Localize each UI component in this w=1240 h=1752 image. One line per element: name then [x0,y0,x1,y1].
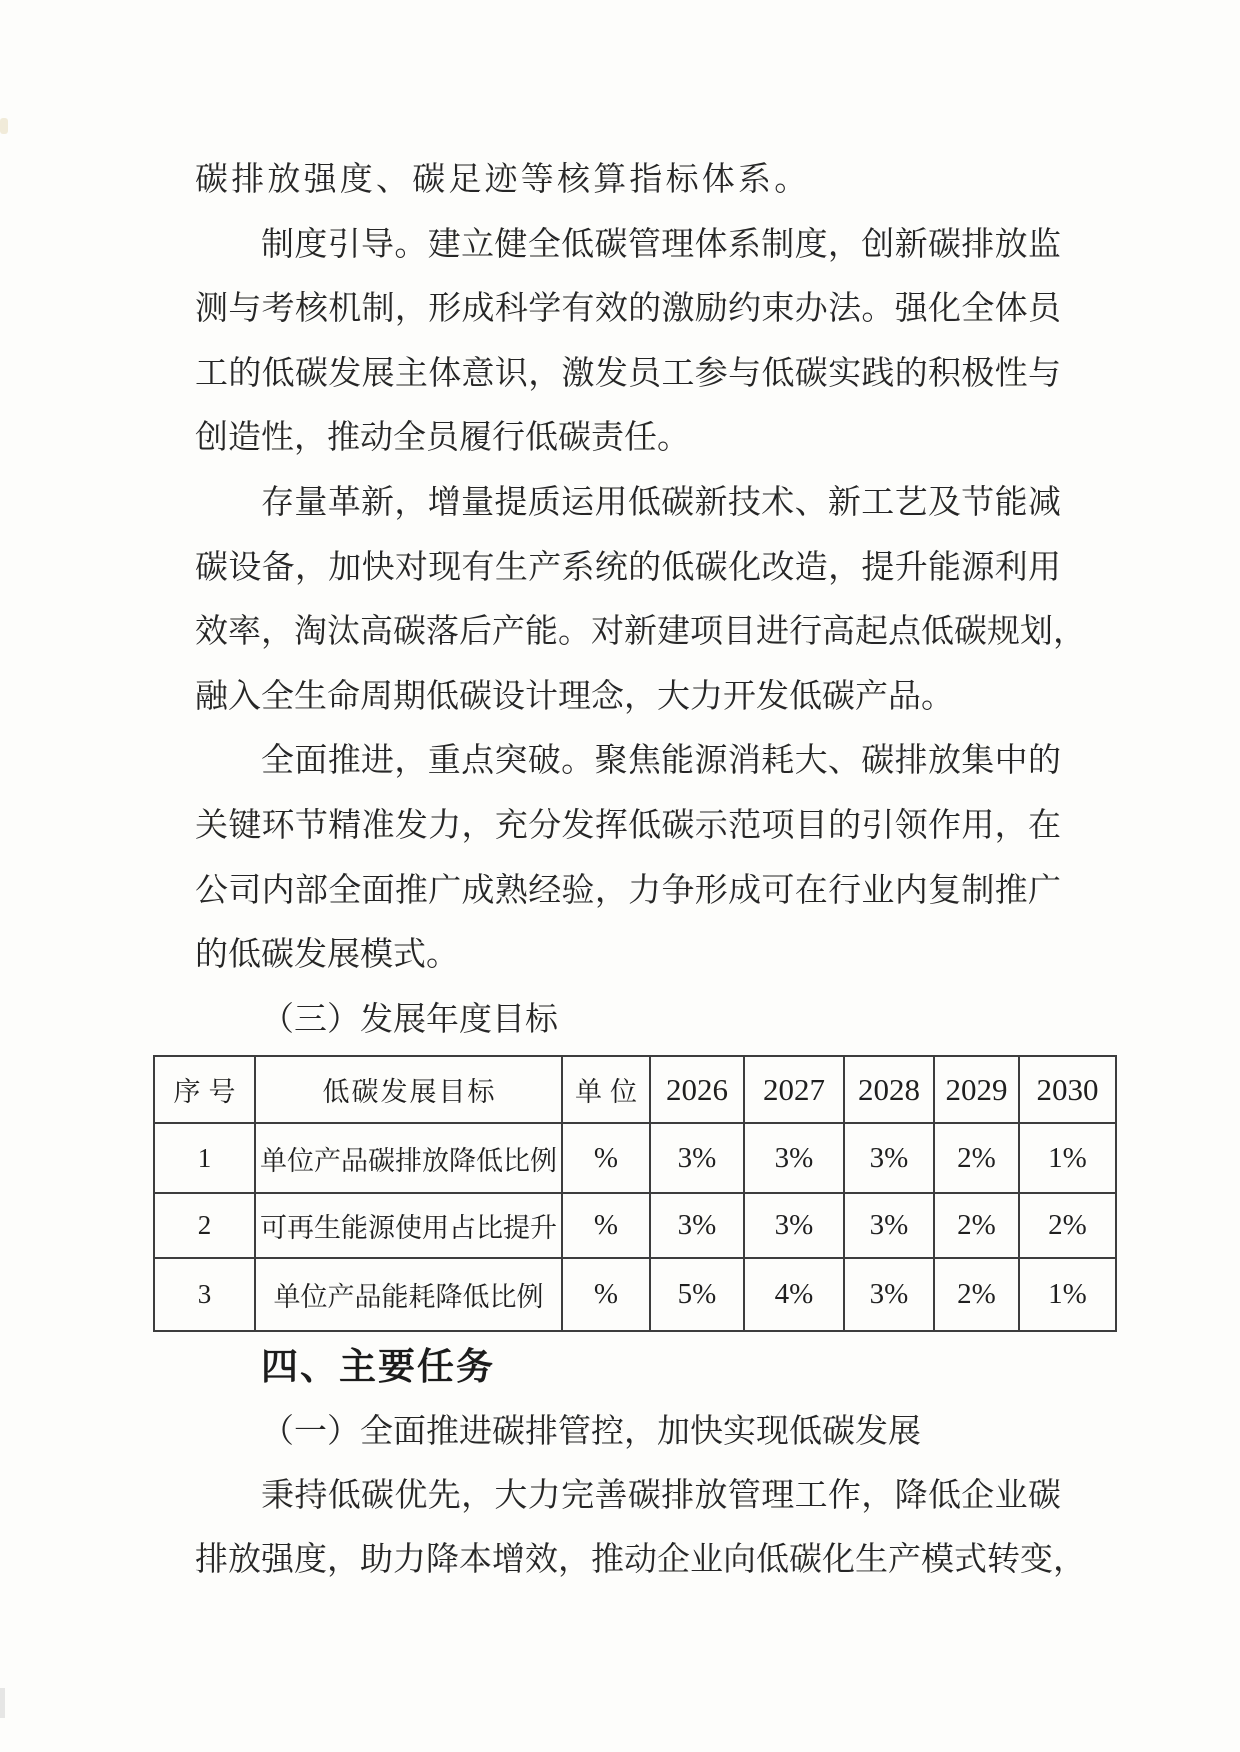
table-header-cell: 序号 [154,1056,255,1123]
table-cell: 单位产品能耗降低比例 [255,1258,562,1331]
text-line: 创造性，推动全员履行低碳责任。 [195,420,690,457]
annual-goals-table [153,1055,1117,1332]
table-cell: 2% [1019,1193,1116,1258]
table-header-cell: 低碳发展目标 [255,1056,562,1123]
text-line: 关键环节精准发力，充分发挥低碳示范项目的引领作用，在 [195,807,1061,844]
table-cell: 2% [934,1123,1019,1193]
text-line: 工的低碳发展主体意识，激发员工参与低碳实践的积极性与 [195,355,1061,392]
table-row [154,1193,1116,1258]
table-cell: 3% [650,1123,744,1193]
table-cell: 2% [934,1193,1019,1258]
table-cell: 3% [844,1193,934,1258]
table-cell: 3% [744,1123,844,1193]
table-cell: 3% [744,1193,844,1258]
text-line: （三）发展年度目标 [261,1001,558,1038]
table-cell: 1% [1019,1123,1116,1193]
section-heading: 四、主要任务 [261,1347,495,1388]
table-cell: 2% [934,1258,1019,1331]
text-line: 测与考核机制，形成科学有效的激励约束办法。强化全体员 [195,291,1061,328]
text-line: 秉持低碳优先，大力完善碳排放管理工作，降低企业碳 [261,1478,1061,1514]
text-line: 存量革新，增量提质运用低碳新技术、新工艺及节能减 [261,484,1061,521]
text-line: 制度引导。建立健全低碳管理体系制度，创新碳排放监 [261,226,1061,263]
table-cell: 5% [650,1258,744,1331]
text-line: 的低碳发展模式。 [195,937,459,974]
table-row [154,1258,1116,1331]
table-cell: 2 [154,1193,255,1258]
text-line: 全面推进，重点突破。聚焦能源消耗大、碳排放集中的 [261,743,1061,780]
table-header-cell: 2028 [844,1056,934,1123]
table-row [154,1123,1116,1193]
text-line: 碳排放强度、碳足迹等核算指标体系。 [195,162,811,198]
table-header-cell: 2030 [1019,1056,1116,1123]
table-cell: 1 [154,1123,255,1193]
table-header-cell: 2026 [650,1056,744,1123]
scan-artifact [0,118,8,134]
table-cell: % [562,1258,650,1331]
text-line: 碳设备，加快对现有生产系统的低碳化改造，提升能源利用 [195,549,1061,586]
table-cell: 3% [844,1123,934,1193]
body-text-lower [195,1400,1086,1592]
table-cell: 3% [650,1193,744,1258]
table-header-row [154,1056,1116,1123]
text-line: 公司内部全面推广成熟经验，力争形成可在行业内复制推广 [195,872,1061,909]
table-cell: 3 [154,1258,255,1331]
table-header-cell: 2029 [934,1056,1019,1123]
table-body [154,1123,1116,1331]
table-cell: % [562,1123,650,1193]
table-header-cell: 2027 [744,1056,844,1123]
table-header [154,1056,1116,1123]
body-text-upper [195,148,1086,1052]
text-line: 排放强度，助力降本增效，推动企业向低碳化生产模式转变， [195,1542,1086,1578]
scan-artifact [0,1688,5,1718]
table-cell: 单位产品碳排放降低比例 [255,1123,562,1193]
text-line: 效率，淘汰高碳落后产能。对新建项目进行高起点低碳规划， [195,614,1086,651]
table-cell: 3% [844,1258,934,1331]
table-cell: 4% [744,1258,844,1331]
text-line: 融入全生命周期低碳设计理念，大力开发低碳产品。 [195,678,954,715]
table-cell: 可再生能源使用占比提升 [255,1193,562,1258]
table-cell: % [562,1193,650,1258]
text-line: （一）全面推进碳排管控，加快实现低碳发展 [261,1414,921,1450]
table-header-cell: 单位 [562,1056,650,1123]
table-cell: 1% [1019,1258,1116,1331]
